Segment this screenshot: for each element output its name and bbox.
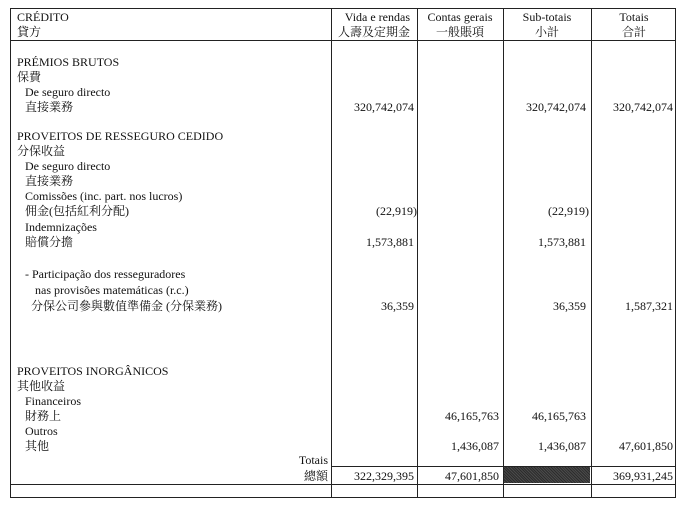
cell-value: 47,601,850 [619, 439, 673, 453]
header-divider [11, 40, 675, 41]
header-totais-pt: Totais [619, 10, 649, 24]
row-label: Financeiros [25, 394, 81, 408]
totals-label-pt: Totais [298, 453, 328, 467]
credit-table [10, 8, 676, 498]
row-label-zh: 佣金(包括紅利分配) [25, 204, 129, 218]
cell-value: 320,742,074 [613, 100, 673, 114]
row-label: Comissões (inc. part. nos lucros) [25, 189, 183, 203]
header-credit-pt: CRÉDITO [17, 10, 69, 24]
row-label: Outros [25, 424, 58, 438]
header-vida-pt: Vida e rendas [344, 10, 410, 24]
section-title-zh: 保費 [17, 70, 42, 84]
shaded-cell [504, 467, 590, 483]
column-divider [331, 9, 332, 497]
cell-value: 1,573,881 [538, 235, 586, 249]
section-title: PROVEITOS INORGÂNICOS [17, 364, 169, 378]
header-gerais-zh: 一般賬項 [435, 25, 484, 39]
cell-value: 320,742,074 [526, 100, 586, 114]
row-label-zh: 直接業務 [25, 174, 74, 188]
section-title: PRÉMIOS BRUTOS [17, 55, 120, 69]
cell-value: 1,573,881 [366, 235, 414, 249]
header-subtotais-zh: 小計 [534, 25, 559, 39]
row-label: Indemnizações [25, 220, 97, 234]
section-title-zh: 分保收益 [17, 144, 66, 158]
cell-value: 1,587,321 [625, 299, 673, 313]
row-label-zh: 賠償分擔 [25, 235, 74, 249]
cell-value: (22,919) [548, 204, 589, 218]
column-divider [503, 9, 504, 497]
total-gerais: 47,601,850 [445, 469, 499, 483]
totals-top-rule [331, 466, 675, 467]
totals-label-zh: 總額 [303, 469, 328, 483]
cell-value: 46,165,763 [445, 409, 499, 423]
header-subtotais-pt: Sub-totais [522, 10, 572, 24]
row-label-zh: 其他 [25, 439, 50, 453]
row-label-zh: 分保公司參與數值準備金 (分保業務) [31, 299, 222, 313]
row-label: De seguro directo [25, 85, 111, 99]
cell-value: 1,436,087 [451, 439, 499, 453]
column-divider [417, 9, 418, 497]
cell-value: 320,742,074 [354, 100, 414, 114]
row-label-zh: 財務上 [25, 409, 62, 423]
total-overall: 369,931,245 [613, 469, 673, 483]
row-label-zh: 直接業務 [25, 100, 74, 114]
cell-value: 46,165,763 [532, 409, 586, 423]
cell-value: 36,359 [381, 299, 414, 313]
row-label: - Participação dos resseguradores [25, 267, 186, 281]
cell-value: 1,436,087 [538, 439, 586, 453]
totals-bottom-rule [11, 484, 675, 485]
section-title-zh: 其他收益 [17, 379, 66, 393]
total-vida: 322,329,395 [354, 469, 414, 483]
header-credit-zh: 貸方 [17, 25, 42, 39]
row-label: De seguro directo [25, 159, 111, 173]
section-title: PROVEITOS DE RESSEGURO CEDIDO [17, 129, 224, 143]
header-totais-zh: 合計 [621, 25, 646, 39]
row-label: nas provisões matemáticas (r.c.) [35, 283, 189, 297]
column-divider [591, 9, 592, 497]
header-vida-zh: 人壽及定期金 [337, 25, 410, 39]
cell-value: (22,919) [376, 204, 417, 218]
cell-value: 36,359 [553, 299, 586, 313]
header-gerais-pt: Contas gerais [427, 10, 493, 24]
